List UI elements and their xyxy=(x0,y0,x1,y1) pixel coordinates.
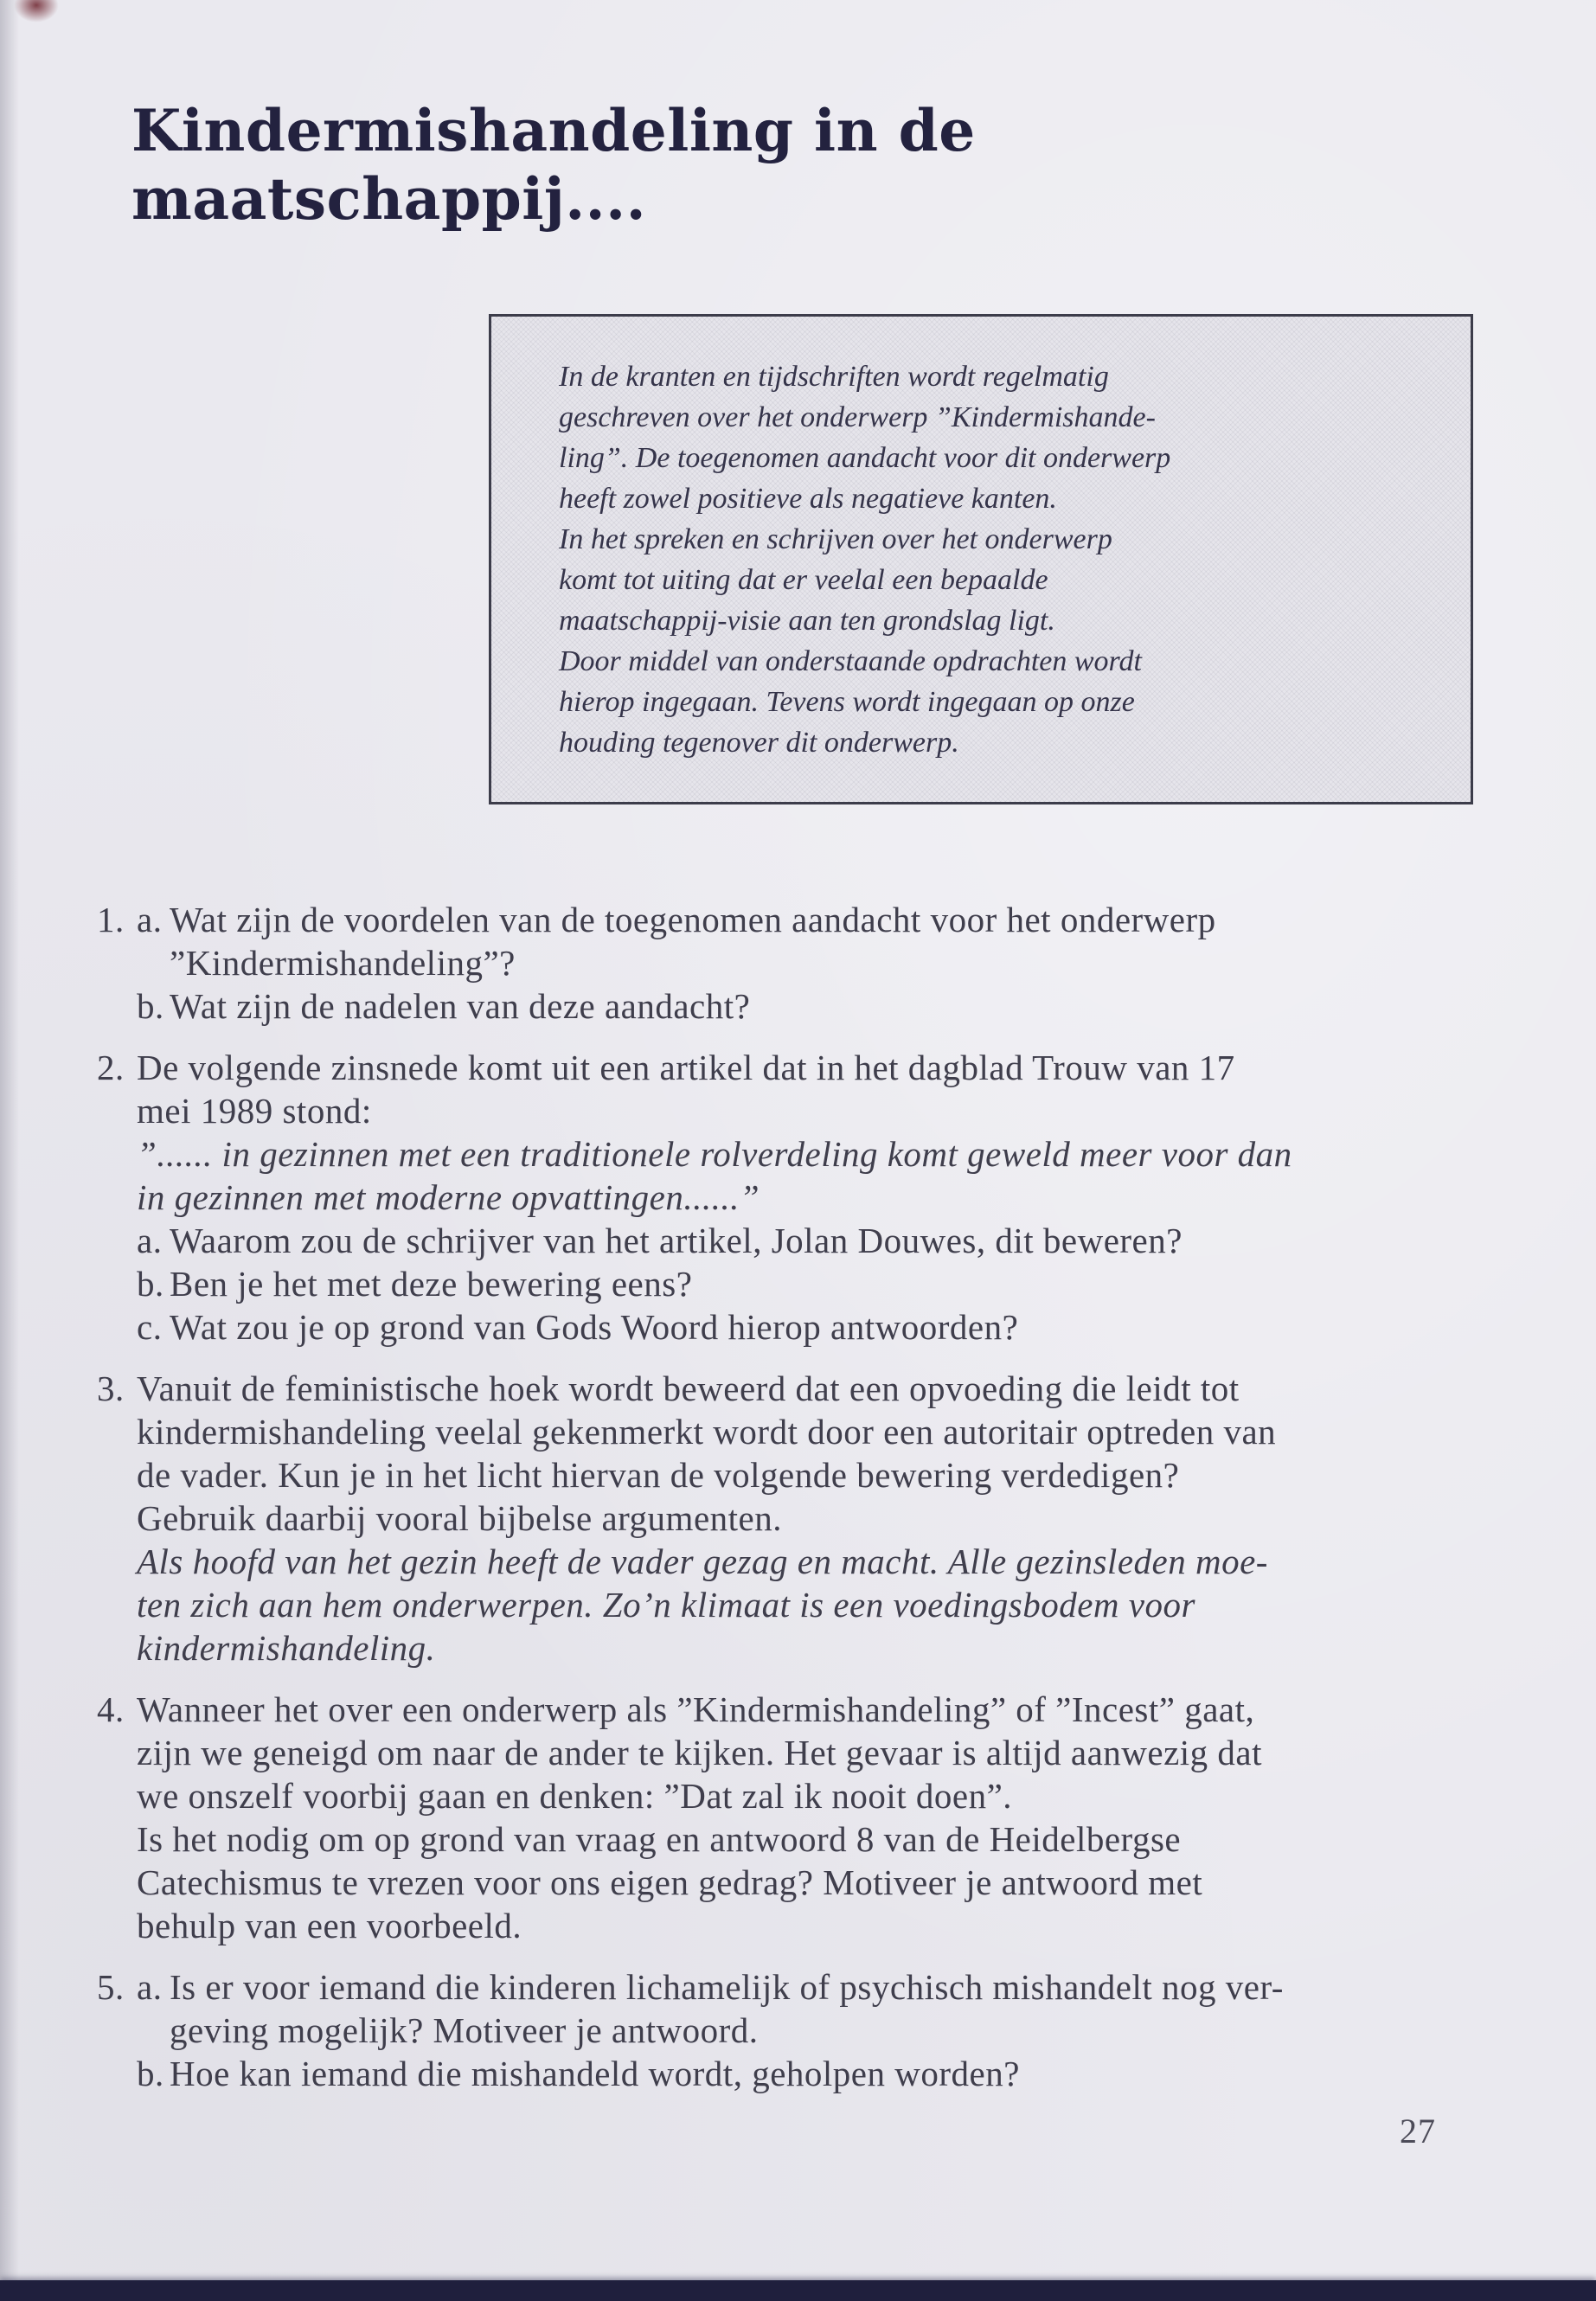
question-row xyxy=(137,1219,1516,1262)
intro-line: houding tegenover dit onderwerp. xyxy=(559,727,959,759)
text-line: kindermishandeling veelal gekenmerkt wordt door een autoritair optreden van xyxy=(137,1412,1277,1452)
question-row xyxy=(137,984,1516,1028)
row-text xyxy=(137,1367,1516,1540)
question-body xyxy=(137,1367,1516,1670)
question-row xyxy=(137,1367,1516,1540)
intro-line: geschreven over het onderwerp ”Kindermishande- xyxy=(559,401,1156,433)
text-line: ten zich aan hem onderwerpen. Zo’n klimaat is een voedingsbodem voor xyxy=(137,1585,1195,1625)
intro-line: heeft zowel positieve als negatieve kanten. xyxy=(559,483,1057,515)
row-text xyxy=(137,1046,1516,1132)
question-body xyxy=(137,1688,1516,1947)
question-number: 1. xyxy=(97,900,125,939)
title-line-1: Kindermishandeling in de xyxy=(131,97,976,164)
text-line: ”Kindermishandeling”? xyxy=(170,943,516,983)
text-line: mei 1989 stond: xyxy=(137,1091,372,1131)
row-text xyxy=(137,1540,1516,1670)
question-number: 4. xyxy=(97,1689,125,1729)
question-body xyxy=(137,898,1516,1028)
row-text xyxy=(170,1262,1516,1305)
question-body xyxy=(137,1965,1516,2095)
question-3 xyxy=(97,1367,1516,1670)
question-1 xyxy=(97,898,1516,1028)
question-row xyxy=(137,1965,1516,2052)
question-row xyxy=(137,1305,1516,1349)
text-line: Catechismus te vrezen voor ons eigen gedrag? Motiveer je antwoord met xyxy=(137,1862,1203,1902)
question-number: 5. xyxy=(97,1967,125,2007)
row-marker: a. xyxy=(137,1221,163,1260)
text-line: Gebruik daarbij vooral bijbelse argumenten. xyxy=(137,1498,782,1538)
question-row xyxy=(137,898,1516,984)
text-line: Is er voor iemand die kinderen lichamelijk of psychisch mishandelt nog ver- xyxy=(170,1967,1284,2007)
row-text xyxy=(170,1965,1516,2052)
row-text xyxy=(170,1219,1516,1262)
text-line: De volgende zinsnede komt uit een artikel dat in het dagblad Trouw van 17 xyxy=(137,1048,1235,1087)
scan-left-edge-shadow xyxy=(0,0,19,2301)
text-line: de vader. Kun je in het licht hiervan de volgende bewering verdedigen? xyxy=(137,1455,1180,1495)
title-line-2: maatschappij.... xyxy=(131,165,647,233)
intro-line: hierop ingegaan. Tevens wordt ingegaan op onze xyxy=(559,686,1135,718)
intro-line: In het spreken en schrijven over het onderwerp xyxy=(559,523,1112,555)
question-row xyxy=(137,1262,1516,1305)
text-line: zijn we geneigd om naar de ander te kijken. Het gevaar is altijd aanwezig dat xyxy=(137,1733,1263,1772)
row-text xyxy=(170,984,1516,1028)
text-line: kindermishandeling. xyxy=(137,1628,436,1668)
row-marker: b. xyxy=(137,2054,164,2093)
question-row xyxy=(137,1046,1516,1132)
text-line: Vanuit de feministische hoek wordt beweerd dat een opvoeding die leidt tot xyxy=(137,1368,1240,1408)
text-line: we onszelf voorbij gaan en denken: ”Dat zal ik nooit doen”. xyxy=(137,1776,1013,1816)
text-line: Als hoofd van het gezin heeft de vader gezag en macht. Alle gezinsleden moe- xyxy=(137,1541,1268,1581)
question-2 xyxy=(97,1046,1516,1349)
text-line: Wat zou je op grond van Gods Woord hierop antwoorden? xyxy=(170,1307,1019,1347)
question-row xyxy=(137,1688,1516,1947)
row-marker: b. xyxy=(137,986,164,1026)
text-line: Is het nodig om op grond van vraag en antwoord 8 van de Heidelbergse xyxy=(137,1819,1182,1859)
question-row-quote xyxy=(137,1540,1516,1670)
row-text xyxy=(137,1688,1516,1947)
text-line: in gezinnen met moderne opvattingen......” xyxy=(137,1177,760,1217)
question-number: 3. xyxy=(97,1368,125,1408)
page-title xyxy=(131,97,976,234)
text-line: ”...... in gezinnen met een traditionele rolverdeling komt geweld meer voor dan xyxy=(137,1134,1292,1174)
question-body xyxy=(137,1046,1516,1349)
intro-line: maatschappij-visie aan ten grondslag ligt. xyxy=(559,605,1055,637)
text-line: Hoe kan iemand die mishandeld wordt, geholpen worden? xyxy=(170,2054,1020,2093)
row-text xyxy=(170,898,1516,984)
question-5 xyxy=(97,1965,1516,2095)
row-text xyxy=(170,2052,1516,2095)
row-text xyxy=(137,1132,1516,1219)
row-marker: a. xyxy=(137,1967,163,2007)
question-number: 2. xyxy=(97,1048,125,1087)
intro-line: Door middel van onderstaande opdrachten wordt xyxy=(559,645,1142,677)
intro-line: ling”. De toegenomen aandacht voor dit onderwerp xyxy=(559,442,1171,474)
row-marker: c. xyxy=(137,1307,163,1347)
intro-text-box xyxy=(489,314,1473,804)
text-line: Wat zijn de voordelen van de toegenomen aandacht voor het onderwerp xyxy=(170,900,1216,939)
question-4 xyxy=(97,1688,1516,1947)
text-line: Wanneer het over een onderwerp als ”Kindermishandeling” of ”Incest” gaat, xyxy=(137,1689,1255,1729)
page-number: 27 xyxy=(1400,2112,1436,2150)
row-text xyxy=(170,1305,1516,1349)
intro-line: In de kranten en tijdschriften wordt regelmatig xyxy=(559,361,1109,393)
question-list xyxy=(97,898,1516,2113)
text-line: Wat zijn de nadelen van deze aandacht? xyxy=(170,986,751,1026)
question-row-quote xyxy=(137,1132,1516,1219)
question-row xyxy=(137,2052,1516,2095)
scan-artifact-mark xyxy=(14,0,59,22)
row-marker: b. xyxy=(137,1264,164,1304)
text-line: behulp van een voorbeeld. xyxy=(137,1906,522,1945)
text-line: Ben je het met deze bewering eens? xyxy=(170,1264,693,1304)
row-marker: a. xyxy=(137,900,163,939)
scan-bottom-edge-bar xyxy=(0,2280,1596,2301)
text-line: Waarom zou de schrijver van het artikel, Jolan Douwes, dit beweren? xyxy=(170,1221,1183,1260)
text-line: geving mogelijk? Motiveer je antwoord. xyxy=(170,2010,759,2050)
intro-line: komt tot uiting dat er veelal een bepaalde xyxy=(559,564,1048,596)
